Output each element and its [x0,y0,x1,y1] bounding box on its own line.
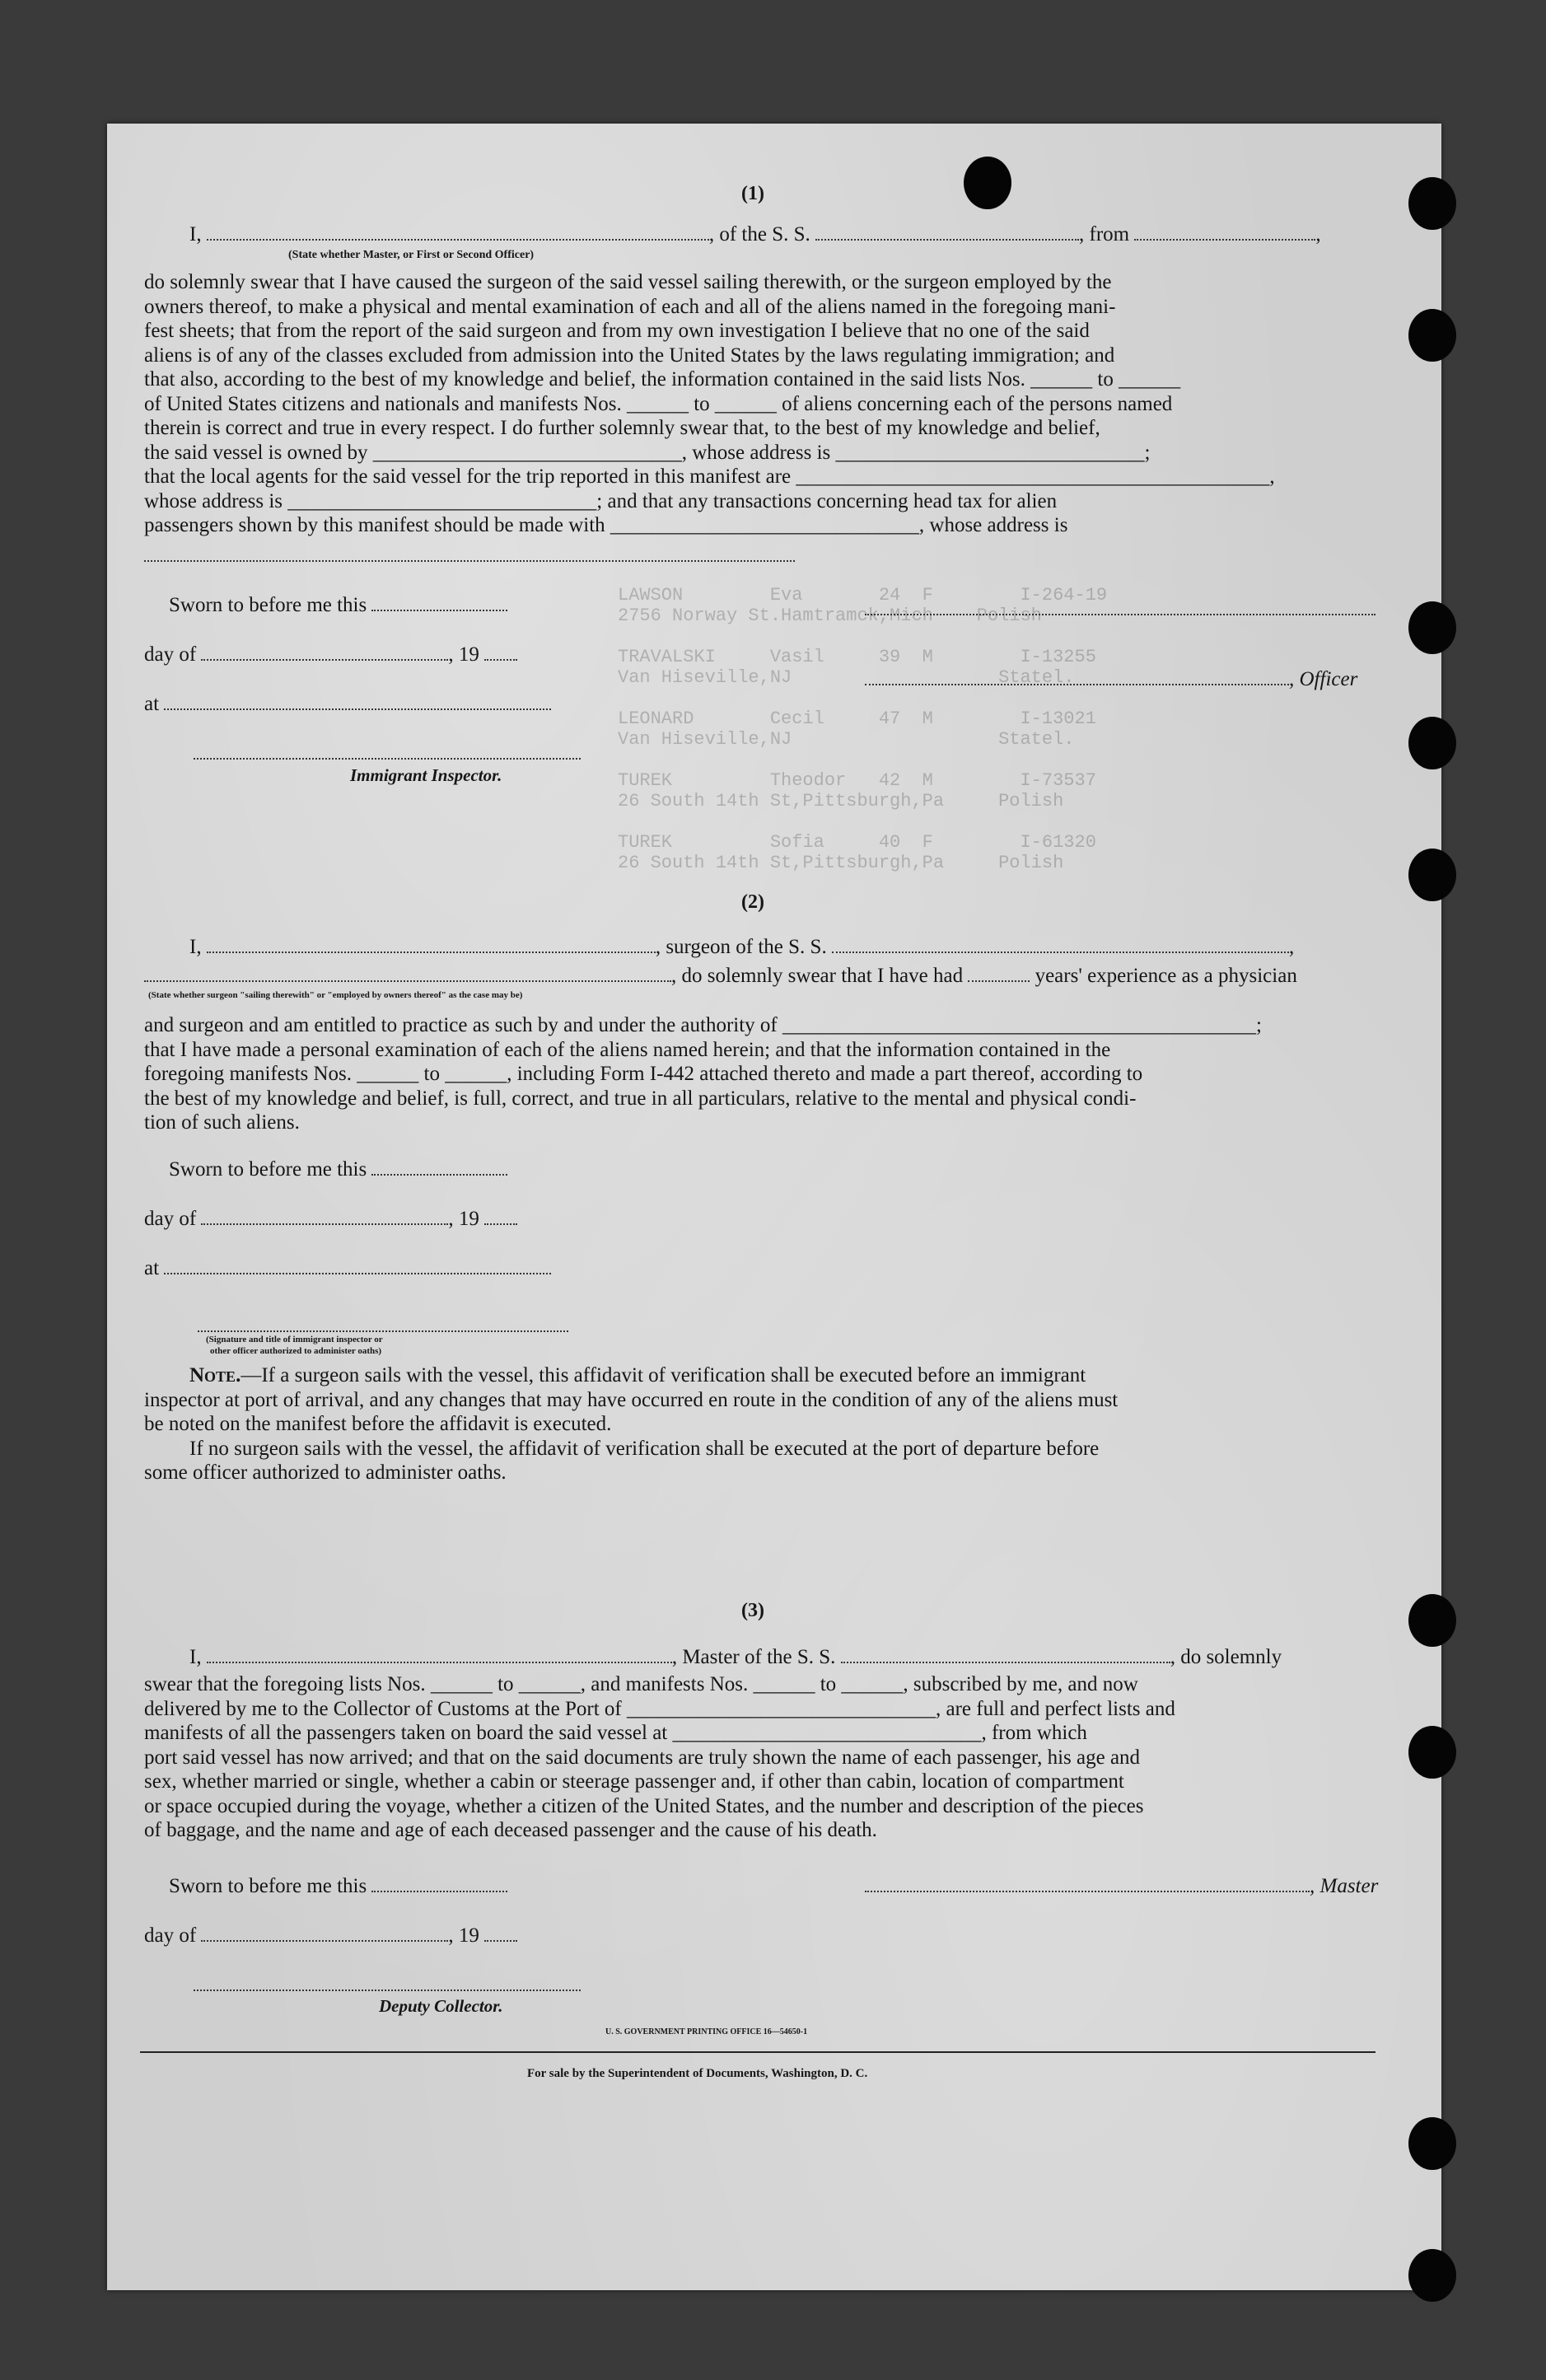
punch-hole [1408,717,1456,769]
signature-caption-1: (Signature and title of immigrant inspector or [206,1335,383,1344]
surgeon-status-field[interactable] [144,964,671,982]
at-label: at [144,1257,160,1279]
punch-hole [1408,849,1456,901]
sworn-year-field[interactable] [484,1207,517,1225]
port-from-field[interactable] [1134,222,1315,241]
master-name-field[interactable] [207,1645,672,1663]
inspector-signature-field[interactable] [194,758,581,760]
sworn-label: Sworn to before me this [169,594,367,616]
oath-line: sex, whether married or single, whether a cabin or steerage passenger and, if other than cabin, location of compartment [144,1770,1124,1793]
section-3-line-1 [189,1645,1282,1670]
note-line: inspector at port of arrival, and any changes that may have occurred en route in the condition of any of the aliens must [144,1388,1119,1411]
officer-name-field[interactable] [207,222,709,241]
collector-caption: Deputy Collector. [379,1996,503,2016]
section-1-oath-text [144,270,1380,538]
oath-line: of baggage, and the name and age of each deceased passenger and the cause of his death. [144,1819,877,1841]
signature-caption-2: other officer authorized to administer oaths) [210,1346,382,1356]
oath-line: tion of such aliens. [144,1111,300,1134]
signature-field[interactable] [198,1330,568,1332]
section-2-day-row [144,1207,517,1232]
oath-line: whose address is ______________________________; and that any transactions concerning head tax for alien [144,489,1058,512]
oath-i-label: I, [189,1646,202,1668]
oath-line: aliens is of any of the classes excluded from admission into the United States by the laws regulating immigration; and [144,344,1115,367]
section-1-sworn-row [169,593,507,618]
punch-hole [1408,2117,1456,2170]
sworn-month-field[interactable] [201,1207,448,1225]
note-text: —If a surgeon sails with the vessel, this affidavit of verification shall be executed before an immigrant [241,1364,1086,1386]
oath-i-label: I, [189,223,202,245]
oath-line: port said vessel has now arrived; and that on the said documents are truly shown the name of each passenger, his age and [144,1746,1141,1769]
section-2-oath-text [144,1013,1380,1135]
gpo-imprint: U. S. GOVERNMENT PRINTING OFFICE 16—54650-1 [605,2027,808,2036]
oath-line: the said vessel is owned by ______________________________, whose address is ______________________________; [144,441,1151,464]
note-line: If no surgeon sails with the vessel, the affidavit of verification shall be executed at the port of departure before [189,1437,1100,1460]
oath-line: or space occupied during the voyage, whether a citizen of the United States, and the number and description of the pieces [144,1794,1144,1817]
physician-label: years' experience as a physician [1035,965,1297,987]
form-page [107,124,1441,2290]
sworn-day-field[interactable] [371,593,507,611]
bleed-through-text: LAWSON Eva 24 F I-264-19 2756 Norway St.Hamtramck,Mich Polish TRAVALSKI Vasil 39 M I-13255 Van Hiseville,NJ Statel. LEONARD Cecil 47 M I-13021 Van Hiseville,NJ Statel. TUREK Theodor 42 M I-73537 26 South 14th St,Pittsburgh,Pa Polish TUREK Sofia 40 F I-61320 26 South 14th St,Pittsburgh,Pa Polish [618,585,1108,873]
master-of-ss-label: , Master of the S. S. [671,1646,836,1668]
oath-line: delivered by me to the Collector of Customs at the Port of ______________________________, are full and perfect lists and [144,1697,1175,1720]
surgeon-vessel-field[interactable] [832,935,1289,953]
section-3-number: (3) [741,1600,764,1621]
vessel-name-field[interactable] [815,222,1079,241]
year-prefix-label: , 19 [448,1208,479,1230]
note-line: be noted on the manifest before the affidavit is executed. [144,1413,612,1435]
years-field[interactable] [968,964,1030,982]
day-of-label: day of [144,1208,197,1230]
section-2-note [144,1363,1380,1485]
oath-line: do solemnly swear that I have caused the surgeon of the said vessel sailing therewith, or the surgeon employed by the [144,271,1112,293]
punch-hole [1408,1726,1456,1779]
of-ss-label: , of the S. S. [708,223,810,245]
officer-signature-field[interactable] [865,667,1289,685]
section-3-day-row [144,1924,517,1948]
sworn-day-field[interactable] [371,1874,507,1892]
oath-line: swear that the foregoing lists Nos. ______ to ______, and manifests Nos. ______ to ______, subscribed by me, and now [144,1673,1138,1695]
do-solemnly-label: , do solemnly [1170,1646,1282,1668]
oath-line: passengers shown by this manifest should be made with ______________________________, whose address is [144,514,1068,536]
sworn-place-field[interactable] [164,692,551,710]
address-continuation-field[interactable] [144,560,795,562]
sworn-place-field[interactable] [164,1256,551,1274]
note-label: Note. [189,1364,241,1386]
surgeon-status-caption: (State whether surgeon "sailing therewith" or "employed by owners thereof" as the case may be) [148,990,523,1000]
punch-hole [1408,309,1456,362]
sworn-month-field[interactable] [201,1924,448,1942]
oath-line: of United States citizens and nationals and manifests Nos. ______ to ______ of aliens concerning each of the persons named [144,392,1173,415]
section-2-sworn-row [169,1157,507,1182]
oath-i-label: I, [189,936,202,958]
note-line: some officer authorized to administer oaths. [144,1461,507,1484]
note-line [144,1363,1380,1388]
surgeon-name-field[interactable] [207,935,656,953]
officer-signature-row [865,667,1357,692]
surgeon-of-ss-label: , surgeon of the S. S. [655,936,827,958]
footer-sale-note: For sale by the Superintendent of Documents, Washington, D. C. [527,2067,868,2080]
oath-line: manifests of all the passengers taken on board the said vessel at ______________________________, from which [144,1722,1087,1744]
oath-line: that also, according to the best of my knowledge and belief, the information contained in the said lists Nos. ______ to ______ [144,368,1181,390]
punch-hole [1408,2249,1456,2302]
year-prefix-label: , 19 [448,643,479,666]
officer-rank-caption: (State whether Master, or First or Second Officer) [288,249,535,261]
sworn-month-field[interactable] [201,643,448,661]
inspector-caption: Immigrant Inspector. [350,765,502,785]
day-of-label: day of [144,1924,197,1947]
punch-hole [1408,1594,1456,1647]
punch-hole [964,157,1011,209]
master-vessel-field[interactable] [841,1645,1170,1663]
day-of-label: day of [144,643,197,666]
at-label: at [144,693,160,715]
oath-line: that the local agents for the said vessel for the trip reported in this manifest are ______________________________________________, [144,465,1275,488]
years-experience-label: , do solemnly swear that I have had [671,965,964,987]
section-2-line-1: I, , surgeon of the S. S. , [189,936,1295,958]
punch-hole [1408,177,1456,230]
oath-line: therein is correct and true in every respect. I do further solemnly swear that, to the best of my knowledge and belief, [144,417,1100,439]
section-3-oath-text [144,1672,1380,1843]
section-3-sworn-row [169,1874,507,1899]
section-2-at-row [144,1256,551,1281]
master-signature-field[interactable] [865,1874,1310,1892]
sworn-year-field[interactable] [484,1924,517,1942]
oath-line: foregoing manifests Nos. ______ to ______, including Form I-442 attached thereto and made a part thereof, according to [144,1063,1143,1085]
section-1-day-row [144,643,517,667]
footer-rule [140,2051,1376,2053]
oath-line: and surgeon and am entitled to practice as such by and under the authority of ______________________________________________; [144,1014,1262,1036]
collector-signature-field[interactable] [194,1990,581,1991]
master-signature-row [865,1874,1378,1899]
section-1-line-1: I, , of the S. S. , from , [189,223,1321,245]
section-1-at-row [144,692,551,717]
sworn-year-field[interactable] [484,643,517,661]
oath-line: that I have made a personal examination of each of the aliens named herein; and that the information contained in the [144,1038,1111,1061]
sworn-label: Sworn to before me this [169,1158,367,1181]
oath-line: the best of my knowledge and belief, is full, correct, and true in all particulars, relative to the mental and physical condi- [144,1087,1137,1110]
oath-line: owners thereof, to make a physical and mental examination of each and all of the aliens named in the foregoing mani- [144,295,1116,318]
master-caption: , Master [1310,1875,1379,1897]
officer-caption: , Officer [1289,668,1358,690]
sworn-day-field[interactable] [371,1157,507,1176]
punch-hole [1408,601,1456,654]
officer-signature-line-1[interactable] [865,614,1376,615]
sworn-label: Sworn to before me this [169,1875,367,1897]
section-2-line-2 [144,964,1297,989]
section-2-number: (2) [741,891,764,913]
year-prefix-label: , 19 [448,1924,479,1947]
section-1-number: (1) [741,183,764,204]
from-label: , from [1079,223,1130,245]
oath-line: fest sheets; that from the report of the said surgeon and from my own investigation I believe that no one of the said [144,320,1090,342]
